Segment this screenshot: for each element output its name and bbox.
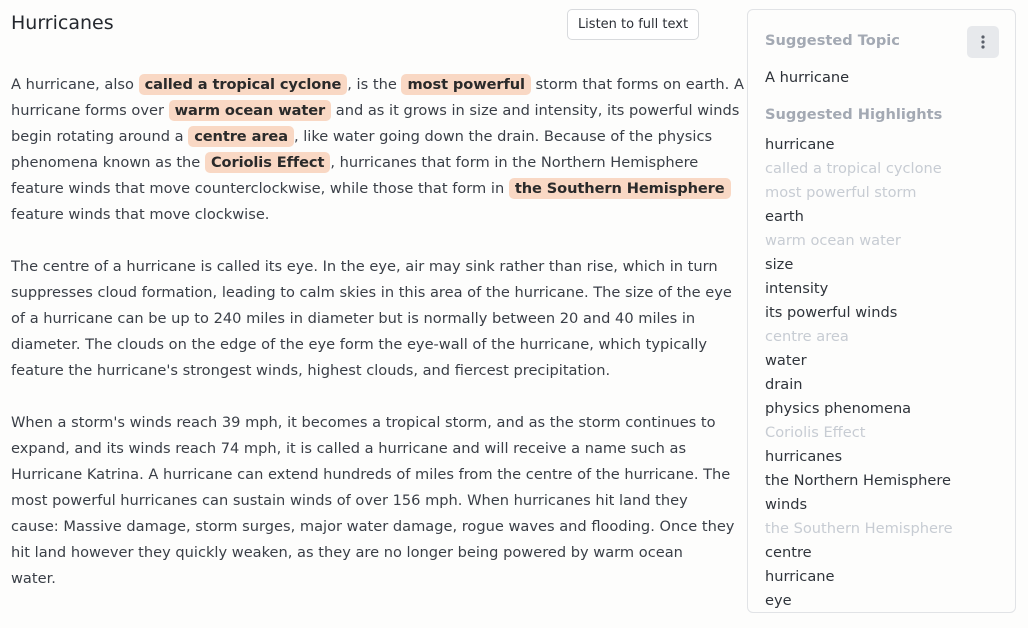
highlight-suggestion[interactable]: earth bbox=[765, 208, 804, 225]
text-line: cause: Massive damage, storm surges, major water damage, rogue waves and flooding. Once they bbox=[11, 518, 735, 535]
suggested-highlights-list bbox=[765, 133, 953, 613]
highlight[interactable]: Coriolis Effect bbox=[205, 152, 330, 173]
listen-full-text-button[interactable]: Listen to full text bbox=[567, 9, 699, 40]
highlight-suggestion[interactable]: the Northern Hemisphere bbox=[765, 472, 951, 489]
suggested-highlights-heading: Suggested Highlights bbox=[765, 106, 943, 123]
text-line: expand, and its winds reach 74 mph, it is called a hurricane and will receive a name such as bbox=[11, 440, 687, 457]
suggested-topic-heading: Suggested Topic bbox=[765, 32, 900, 49]
text: feature winds that move clockwise. bbox=[11, 206, 270, 223]
highlight-suggestion-applied[interactable]: Coriolis Effect bbox=[765, 424, 866, 441]
highlight-suggestion[interactable]: centre bbox=[765, 544, 812, 561]
kebab-menu-icon bbox=[981, 35, 985, 49]
text-line: water. bbox=[11, 570, 56, 587]
highlight-suggestion[interactable]: size bbox=[765, 256, 794, 273]
text-line: diameter. The clouds on the edge of the eye form the eye-wall of the hurricane, which typically bbox=[11, 336, 708, 353]
highlight[interactable]: most powerful bbox=[401, 74, 530, 95]
highlight-suggestion[interactable]: hurricane bbox=[765, 136, 835, 153]
suggestions-panel bbox=[747, 9, 1016, 613]
text-line: Hurricane Katrina. A hurricane can extend hundreds of miles from the centre of the hurricane. The bbox=[11, 466, 731, 483]
highlight[interactable]: warm ocean water bbox=[169, 100, 332, 121]
text-line: suppresses cloud formation, leading to calm skies in this area of the hurricane. The size of the eye bbox=[11, 284, 732, 301]
text: and as it grows in size and intensity, its powerful winds bbox=[331, 102, 740, 119]
highlight[interactable]: the Southern Hemisphere bbox=[509, 178, 731, 199]
highlight-suggestion[interactable]: water bbox=[765, 352, 807, 369]
text: hurricane forms over bbox=[11, 102, 169, 119]
highlight-suggestion[interactable]: drain bbox=[765, 376, 803, 393]
suggested-topic-value[interactable]: A hurricane bbox=[765, 69, 850, 86]
highlight-suggestion[interactable]: its powerful winds bbox=[765, 304, 898, 321]
article-body bbox=[11, 72, 744, 618]
text: , like water going down the drain. Because of the physics bbox=[293, 128, 713, 145]
text-line: hit land however they quickly weaken, as they are no longer being powered by warm ocean bbox=[11, 544, 683, 561]
highlight-suggestion[interactable]: physics phenomena bbox=[765, 400, 912, 417]
text: feature winds that move counterclockwise, while those that form in bbox=[11, 180, 509, 197]
text: , is the bbox=[347, 76, 402, 93]
paragraph-2 bbox=[11, 254, 732, 384]
highlight[interactable]: called a tropical cyclone bbox=[139, 74, 348, 95]
highlight-suggestion-applied[interactable]: centre area bbox=[765, 328, 849, 345]
highlight-suggestion-applied[interactable]: warm ocean water bbox=[765, 232, 901, 249]
more-options-button[interactable] bbox=[967, 26, 999, 58]
paragraph-3 bbox=[11, 410, 735, 592]
text: A hurricane, also bbox=[11, 76, 139, 93]
text-line: most powerful hurricanes can sustain winds of over 156 mph. When hurricanes hit land they bbox=[11, 492, 688, 509]
text: storm that forms on earth. A bbox=[530, 76, 744, 93]
text-line: of a hurricane can be up to 240 miles in diameter but is normally between 20 and 40 miles in bbox=[11, 310, 696, 327]
highlight-suggestion[interactable]: hurricanes bbox=[765, 448, 843, 465]
highlight-suggestion[interactable]: eye bbox=[765, 592, 792, 609]
highlight-suggestion[interactable]: winds bbox=[765, 496, 808, 513]
text-line: When a storm's winds reach 39 mph, it becomes a tropical storm, and as the storm continues to bbox=[11, 414, 716, 431]
text-line: The centre of a hurricane is called its eye. In the eye, air may sink rather than rise, which in turn bbox=[11, 258, 718, 275]
text-line: feature the hurricane's strongest winds, highest clouds, and fiercest precipitation. bbox=[11, 362, 611, 379]
highlight-suggestion[interactable]: hurricane bbox=[765, 568, 835, 585]
highlight-suggestion-applied[interactable]: the Southern Hemisphere bbox=[765, 520, 953, 537]
text: phenomena known as the bbox=[11, 154, 205, 171]
text: , hurricanes that form in the Northern Hemisphere bbox=[330, 154, 699, 171]
highlight-suggestion[interactable]: intensity bbox=[765, 280, 829, 297]
highlight-suggestion-applied[interactable]: called a tropical cyclone bbox=[765, 160, 942, 177]
page-title: Hurricanes bbox=[11, 12, 114, 34]
paragraph-1 bbox=[11, 72, 744, 228]
highlight[interactable]: centre area bbox=[188, 126, 294, 147]
text: begin rotating around a bbox=[11, 128, 189, 145]
highlight-suggestion-applied[interactable]: most powerful storm bbox=[765, 184, 917, 201]
